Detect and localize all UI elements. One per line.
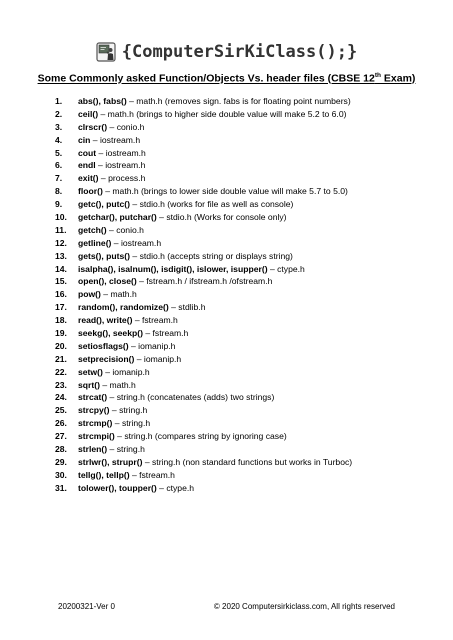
list-item-number: 29. — [55, 456, 67, 467]
list-item-number: 7. — [55, 173, 63, 184]
list-item-number: 8. — [55, 186, 63, 197]
function-name: clrscr() — [78, 121, 108, 132]
list-item-number: 5. — [55, 147, 63, 158]
list-item-text — [78, 314, 178, 327]
list-item — [55, 121, 445, 134]
list-item — [55, 275, 445, 288]
list-item-text — [78, 185, 348, 198]
list-item-number: 1. — [55, 96, 63, 106]
list-item-number: 24. — [55, 392, 67, 403]
function-name: strcpy() — [78, 405, 110, 416]
function-name: pow() — [78, 289, 101, 300]
function-name: strlwr(), strupr() — [78, 456, 143, 467]
header-file-description: – math.h (brings to lower side double value will make 5.7 to 5.0) — [102, 186, 348, 197]
list-item-number: 3. — [55, 121, 63, 132]
list-item-number: 28. — [55, 444, 67, 455]
function-name: strcat() — [78, 392, 108, 403]
list-item-text — [78, 443, 145, 456]
header-file-description: – stdio.h (works for file as well as console) — [130, 199, 294, 210]
function-name: cout — [78, 147, 97, 158]
list-item — [55, 314, 445, 327]
header-file-description: – iomanip.h — [102, 366, 150, 377]
header-file-description: – string.h — [109, 405, 148, 416]
list-item-text — [78, 211, 287, 224]
list-item — [55, 172, 445, 185]
header-file-description: – conio.h — [107, 121, 145, 132]
list-item-number: 30. — [55, 469, 67, 480]
function-name: ceil() — [78, 108, 99, 119]
header-file-description: – string.h (concatenates (adds) two strings) — [107, 392, 275, 403]
list-item — [55, 211, 445, 224]
function-name: endl — [78, 160, 96, 171]
header-file-description: – math.h — [99, 379, 136, 390]
list-item-number: 23. — [55, 379, 67, 390]
function-name: getchar(), putchar() — [78, 212, 157, 223]
list-item-number: 17. — [55, 302, 67, 313]
list-item — [55, 147, 445, 160]
header-file-description: – string.h (compares string by ignoring case) — [114, 431, 287, 442]
title-main: Some Commonly asked Function/Objects Vs. header files (CBSE 12 — [37, 72, 375, 85]
list-item — [55, 456, 445, 469]
list-item — [55, 430, 445, 443]
list-item-text — [78, 134, 140, 147]
header-file-description: – iostream.h — [90, 134, 141, 145]
list-item-number: 15. — [55, 276, 67, 287]
function-name: cin — [78, 134, 91, 145]
function-name: exit() — [78, 173, 99, 184]
list-item-text — [78, 366, 150, 379]
site-header — [0, 40, 453, 64]
list-item — [55, 353, 445, 366]
function-name: seekg(), seekp() — [78, 328, 143, 339]
header-file-description: – stdio.h (Works for console only) — [156, 212, 287, 223]
header-file-description: – fstream.h — [132, 315, 178, 326]
header-file-description: – ctype.h — [267, 263, 305, 274]
function-name: setw() — [78, 366, 103, 377]
list-item-text — [78, 250, 293, 263]
list-item-text — [78, 456, 352, 469]
list-item-number: 31. — [55, 482, 67, 493]
list-item-number: 11. — [55, 224, 67, 235]
header-file-description: – fstream.h — [142, 328, 189, 339]
list-item — [55, 469, 445, 482]
list-item-text — [78, 340, 175, 353]
list-item — [55, 134, 445, 147]
header-file-description: – fstream.h / ifstream.h /ofstream.h — [136, 276, 273, 287]
list-item-text — [78, 379, 136, 392]
brand-name: {ComputerSirKiClass();} — [121, 42, 358, 62]
list-item-text — [78, 108, 346, 121]
list-item — [55, 391, 445, 404]
list-item — [55, 224, 445, 237]
list-item-number: 13. — [55, 250, 67, 261]
list-item-number: 22. — [55, 366, 67, 377]
list-item-text — [78, 263, 305, 276]
list-item-text — [78, 301, 206, 314]
document-title — [0, 72, 453, 85]
function-name: isalpha(), isalnum(), isdigit(), islower, isupper() — [78, 263, 268, 274]
list-item — [55, 443, 445, 456]
function-name: abs(), fabs() — [78, 96, 127, 106]
list-item — [55, 95, 445, 108]
list-item-text — [78, 391, 274, 404]
list-item — [55, 250, 445, 263]
list-item-number: 21. — [55, 353, 67, 364]
function-name: sqrt() — [78, 379, 100, 390]
function-name: getch() — [78, 224, 107, 235]
list-item-text — [78, 159, 145, 172]
header-file-description: – iomanip.h — [134, 353, 182, 364]
header-file-description: – iostream.h — [95, 160, 146, 171]
header-file-description: – string.h (non standard functions but works in Turboc) — [142, 456, 353, 467]
list-item-number: 10. — [55, 212, 67, 223]
list-item-number: 4. — [55, 134, 63, 145]
list-item-number: 20. — [55, 340, 67, 351]
header-file-description: – math.h — [100, 289, 137, 300]
list-item-text — [78, 95, 351, 108]
list-item — [55, 198, 445, 211]
list-item-text — [78, 327, 188, 340]
header-file-description: – conio.h — [106, 224, 144, 235]
list-item-number: 16. — [55, 289, 67, 300]
list-item — [55, 108, 445, 121]
function-name: tolower(), toupper() — [78, 482, 157, 493]
function-name: getline() — [78, 237, 112, 248]
function-name: strlen() — [78, 444, 108, 455]
list-item-number: 9. — [55, 199, 63, 210]
footer-copyright: © 2020 Computersirkiclass.com, All rights reserved — [213, 602, 395, 611]
function-name: getc(), putc() — [78, 199, 131, 210]
function-name: gets(), puts() — [78, 250, 131, 261]
footer-version: 20200321-Ver 0 — [58, 602, 115, 611]
list-item-text — [78, 288, 137, 301]
list-item-number: 18. — [55, 315, 67, 326]
function-header-list — [55, 95, 445, 495]
list-item-text — [78, 469, 175, 482]
function-name: strcmpi() — [78, 431, 115, 442]
list-item-number: 26. — [55, 418, 67, 429]
list-item-text — [78, 224, 144, 237]
header-file-description: – stdio.h (accepts string or displays string) — [130, 250, 293, 261]
function-name: random(), randomize() — [78, 302, 169, 313]
teacher-at-blackboard-icon — [96, 42, 116, 62]
list-item-text — [78, 430, 287, 443]
function-name: open(), close() — [78, 276, 137, 287]
list-item-text — [78, 482, 194, 495]
header-file-description: – fstream.h — [129, 469, 175, 480]
list-item — [55, 366, 445, 379]
header-file-description: – string.h — [107, 444, 145, 455]
function-name: setiosflags() — [78, 340, 129, 351]
list-item-text — [78, 172, 145, 185]
list-item-text — [78, 237, 161, 250]
list-item-text — [78, 417, 150, 430]
header-file-description: – math.h (brings to higher side double value will make 5.2 to 6.0) — [98, 108, 347, 119]
list-item-number: 25. — [55, 405, 67, 416]
list-item — [55, 482, 445, 495]
list-item-text — [78, 353, 181, 366]
list-item-number: 14. — [55, 263, 67, 274]
list-item — [55, 340, 445, 353]
list-item-text — [78, 147, 146, 160]
header-file-description: – process.h — [98, 173, 146, 184]
list-item — [55, 327, 445, 340]
list-item — [55, 301, 445, 314]
list-item-text — [78, 275, 272, 288]
list-item-number: 27. — [55, 431, 67, 442]
list-item — [55, 263, 445, 276]
list-item-text — [78, 121, 144, 134]
title-superscript: th — [374, 72, 381, 79]
header-file-description: – math.h (removes sign. fabs is for floating point numbers) — [126, 96, 351, 106]
function-name: strcmp() — [78, 418, 113, 429]
list-item — [55, 288, 445, 301]
header-file-description: – iostream.h — [111, 237, 162, 248]
header-file-description: – iostream.h — [96, 147, 146, 158]
list-item — [55, 417, 445, 430]
list-item — [55, 404, 445, 417]
header-file-description: – iomanip.h — [128, 340, 176, 351]
header-file-description: – stdlib.h — [168, 302, 206, 313]
list-item-text — [78, 198, 293, 211]
list-item — [55, 237, 445, 250]
list-item-number: 19. — [55, 328, 67, 339]
function-name: read(), write() — [78, 315, 133, 326]
list-item — [55, 185, 445, 198]
list-item-number: 2. — [55, 108, 63, 119]
list-item — [55, 159, 445, 172]
list-item — [55, 379, 445, 392]
header-file-description: – ctype.h — [156, 482, 195, 493]
list-item-number: 12. — [55, 237, 67, 248]
list-item-number: 6. — [55, 160, 63, 171]
list-item-text — [78, 404, 147, 417]
function-name: setprecision() — [78, 353, 135, 364]
header-file-description: – string.h — [112, 418, 151, 429]
function-name: tellg(), tellp() — [78, 469, 130, 480]
function-name: floor() — [78, 186, 103, 197]
title-suffix: Exam) — [380, 72, 416, 85]
